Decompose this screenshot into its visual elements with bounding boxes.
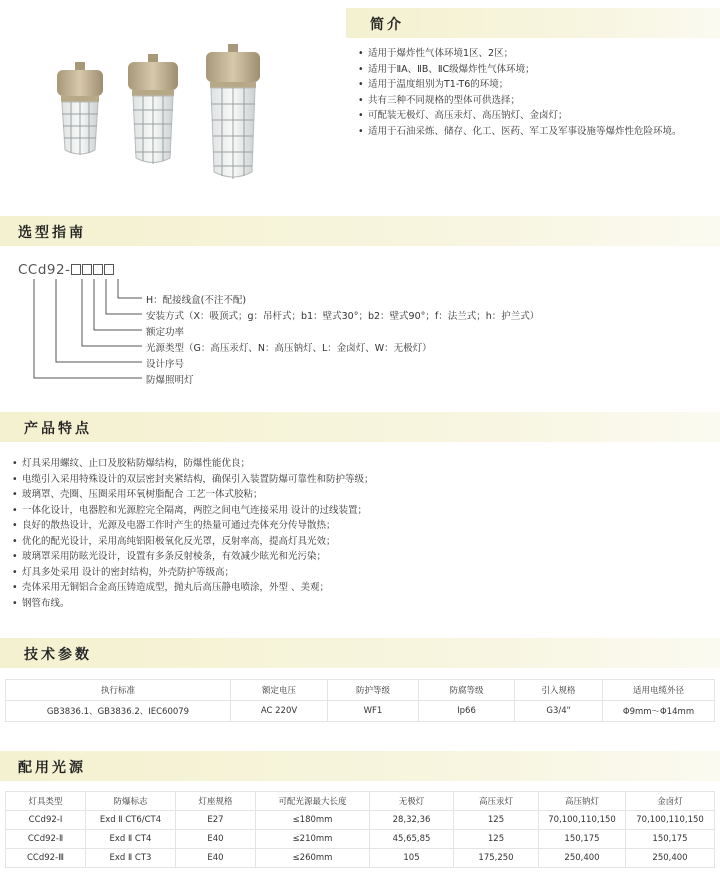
table-header: 执行标准 [6, 680, 231, 701]
model-label-install-type: 安装方式（X：吸顶式；g：吊杆式；b1：壁式30°；b2：壁式90°；f：法兰式；h：护兰式） [146, 311, 540, 322]
table-cell: 70,100,110,150 [626, 811, 715, 830]
model-label-design-no: 设计序号 [146, 359, 185, 370]
model-label-lamp-type: 防爆照明灯 [146, 375, 194, 386]
params-table [5, 679, 715, 722]
intro-item: • 适用于爆炸性气体环境1区、2区； [358, 46, 682, 62]
table-header-row [6, 792, 715, 811]
light-source-table [5, 791, 715, 868]
model-slot [71, 264, 81, 275]
table-header: 防腐等级 [419, 680, 515, 701]
feature-item: • 玻璃罩、壳圈、压圈采用环氧树脂配合 工艺一体式胶粘； [12, 487, 374, 503]
table-cell: ≤260mm [256, 849, 370, 868]
table-cell: Φ9mm～Φ14mm [603, 701, 715, 722]
table-cell: Ip66 [419, 701, 515, 722]
table-header: 灯具类型 [6, 792, 86, 811]
intro-item: • 可配装无极灯、高压汞灯、高压钠灯、金卤灯； [358, 108, 682, 124]
table-cell: 70,100,110,150 [539, 811, 626, 830]
table-cell: E40 [176, 830, 256, 849]
table-cell: GB3836.1、GB3836.2、IEC60079 [6, 701, 231, 722]
table-cell: 125 [454, 830, 539, 849]
model-slot [93, 264, 103, 275]
table-cell: ≤180mm [256, 811, 370, 830]
params-title: 技术参数 [24, 647, 92, 663]
model-prefix: CCd92- [18, 262, 71, 278]
table-header: 金卤灯 [626, 792, 715, 811]
table-header: 可配光源最大长度 [256, 792, 370, 811]
table-cell: G3/4" [515, 701, 603, 722]
product-lamps-image [45, 40, 285, 190]
model-label-junction-box: H：配接线盒(不注不配) [146, 295, 247, 306]
feature-item: • 灯具采用螺纹、止口及胶粘防爆结构，防爆性能优良； [12, 456, 374, 472]
model-label-power: 额定功率 [146, 327, 185, 338]
table-cell: Exd Ⅱ CT6/CT4 [86, 811, 176, 830]
table-cell: WF1 [328, 701, 419, 722]
feature-item: • 灯具多处采用 设计的密封结构，外壳防护等级高； [12, 565, 374, 581]
table-header: 高压钠灯 [539, 792, 626, 811]
table-cell: E27 [176, 811, 256, 830]
features-list [12, 456, 374, 611]
table-header: 引入规格 [515, 680, 603, 701]
table-header-row [6, 680, 715, 701]
feature-item: • 电缆引入采用特殊设计的双层密封夹紧结构，确保引入装置防爆可靠性和防护等级； [12, 472, 374, 488]
features-title: 产品特点 [24, 421, 92, 437]
table-row [6, 811, 715, 830]
feature-item: • 钢管布线。 [12, 596, 374, 612]
table-header: 高压汞灯 [454, 792, 539, 811]
feature-item: • 一体化设计，电器腔和光源腔完全隔离，两腔之间电气连接采用 设计的过线装置； [12, 503, 374, 519]
intro-section-bar [346, 8, 720, 38]
selection-title: 选型指南 [18, 225, 86, 241]
model-code [18, 262, 114, 278]
table-cell: 28,32,36 [370, 811, 454, 830]
table-row [6, 849, 715, 868]
intro-item: • 适用于温度组别为T1-T6的环境； [358, 77, 682, 93]
model-label-light-source: 光源类型（G：高压汞灯、N：高压钠灯、L：金卤灯、W：无极灯） [146, 343, 432, 354]
table-cell: E40 [176, 849, 256, 868]
table-cell: 150,175 [539, 830, 626, 849]
intro-title: 简介 [370, 17, 404, 33]
table-row [6, 701, 715, 722]
intro-item: • 共有三种不同规格的型体可供选择； [358, 93, 682, 109]
table-cell: CCd92-Ⅲ [6, 849, 86, 868]
model-slot [104, 264, 114, 275]
table-cell: CCd92-Ⅱ [6, 830, 86, 849]
feature-item: • 优化的配光设计，采用高纯铝阳极氧化反光罩，反射率高，提高灯具光效； [12, 534, 374, 550]
table-header: 防护等级 [328, 680, 419, 701]
table-header: 灯座规格 [176, 792, 256, 811]
intro-item: • 适用于石油采炼、储存、化工、医药、军工及军事设施等爆炸性危险环境。 [358, 124, 682, 140]
feature-item: • 良好的散热设计，光源及电器工作时产生的热量可通过壳体充分传导散热； [12, 518, 374, 534]
table-cell: ≤210mm [256, 830, 370, 849]
table-cell: Exd Ⅱ CT3 [86, 849, 176, 868]
table-cell: 105 [370, 849, 454, 868]
intro-list [358, 46, 682, 139]
light-section-bar [0, 751, 720, 781]
light-title: 配用光源 [18, 760, 86, 776]
model-slot [82, 264, 92, 275]
table-cell: AC 220V [231, 701, 328, 722]
table-row [6, 830, 715, 849]
intro-item: • 适用于ⅡA、ⅡB、ⅡC级爆炸性气体环境； [358, 62, 682, 78]
table-header: 无极灯 [370, 792, 454, 811]
table-cell: 125 [454, 811, 539, 830]
selection-section-bar [0, 216, 720, 246]
table-header: 适用电缆外径 [603, 680, 715, 701]
table-cell: 250,400 [626, 849, 715, 868]
feature-item: • 玻璃罩采用防眩光设计，设置有多条反射棱条，有效减少眩光和光污染； [12, 549, 374, 565]
params-section-bar [0, 638, 720, 668]
table-header: 额定电压 [231, 680, 328, 701]
table-cell: CCd92-Ⅰ [6, 811, 86, 830]
table-cell: 250,400 [539, 849, 626, 868]
feature-item: • 壳体采用无铜铝合金高压铸造成型，抛丸后高压静电喷涂，外型 、美观； [12, 580, 374, 596]
table-cell: 45,65,85 [370, 830, 454, 849]
table-cell: 175,250 [454, 849, 539, 868]
features-section-bar [0, 412, 720, 442]
table-cell: 150,175 [626, 830, 715, 849]
table-header: 防爆标志 [86, 792, 176, 811]
table-cell: Exd Ⅱ CT4 [86, 830, 176, 849]
